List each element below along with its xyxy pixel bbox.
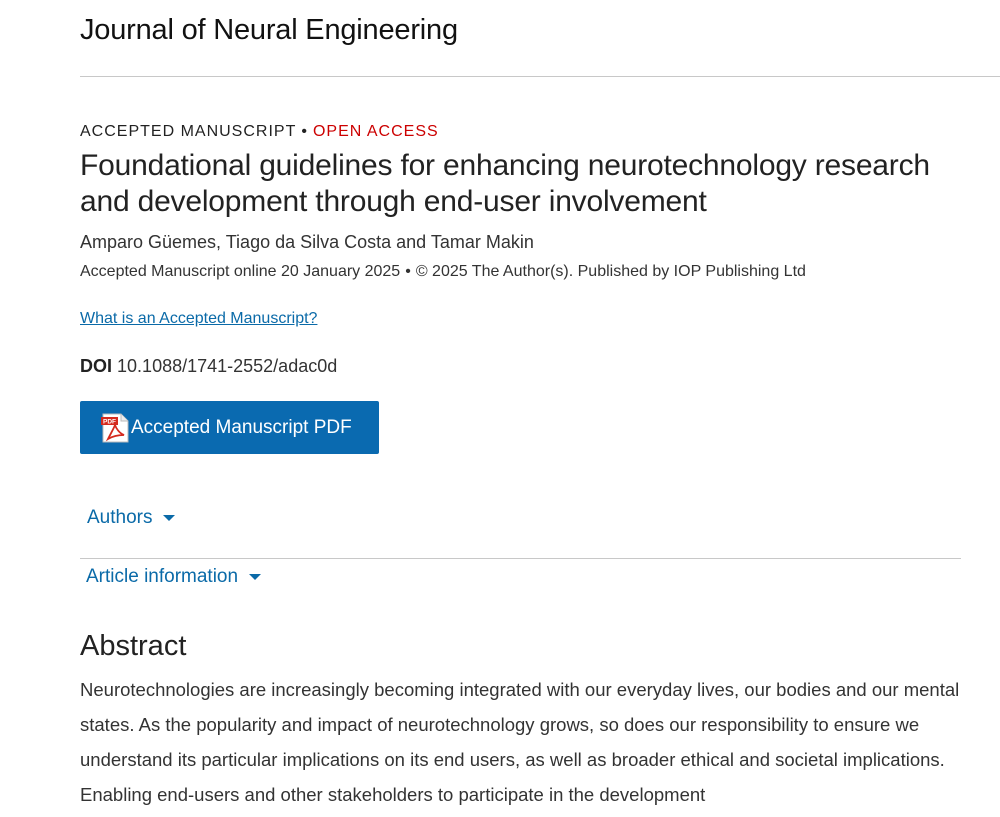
doi-line xyxy=(80,356,337,377)
pdf-file-icon xyxy=(101,413,129,443)
online-date: Accepted Manuscript online 20 January 2025 xyxy=(80,263,401,280)
copyright-notice: © 2025 The Author(s). Published by IOP Publishing Ltd xyxy=(415,263,806,280)
authors-toggle-label: Authors xyxy=(87,507,153,528)
caret-down-icon xyxy=(162,514,176,522)
authors-toggle[interactable] xyxy=(87,507,176,529)
publication-info xyxy=(80,263,806,281)
author-list: Amparo Güemes, Tiago da Silva Costa and Tamar Makin xyxy=(80,232,534,252)
caret-down-icon xyxy=(248,573,262,581)
label-separator: • xyxy=(301,123,308,140)
doi-value[interactable]: 10.1088/1741-2552/adac0d xyxy=(117,356,338,376)
pdf-button-label: Accepted Manuscript PDF xyxy=(131,416,352,438)
accepted-manuscript-pdf-button[interactable] xyxy=(80,401,379,454)
publication-separator: • xyxy=(405,263,411,280)
article-title: Foundational guidelines for enhancing neurotechnology research and development through end-user involvement xyxy=(80,149,930,218)
what-is-accepted-manuscript-link[interactable]: What is an Accepted Manuscript? xyxy=(80,310,318,327)
journal-title[interactable]: Journal of Neural Engineering xyxy=(80,14,458,46)
article-information-toggle-label: Article information xyxy=(86,566,239,587)
open-access-badge: OPEN ACCESS xyxy=(312,123,439,140)
article-information-toggle[interactable] xyxy=(86,566,262,588)
abstract-heading: Abstract xyxy=(80,630,187,662)
pdf-icon-text: PDF xyxy=(103,418,116,425)
header-divider xyxy=(80,76,1000,77)
abstract-text: Neurotechnologies are increasingly becoming integrated with our everyday lives, our bodies and our mental states. As the popularity and impact of neurotechnology grows, so does our responsibility to ensure we understand its particular implications on its end users, as well as broader ethical and societal implications. Enabling end-users and other stakeholders to participate in the development xyxy=(80,679,960,805)
article-label-line xyxy=(80,123,439,141)
section-divider xyxy=(80,558,961,559)
accepted-manuscript-label: ACCEPTED MANUSCRIPT xyxy=(80,123,297,140)
doi-label: DOI xyxy=(80,356,113,376)
